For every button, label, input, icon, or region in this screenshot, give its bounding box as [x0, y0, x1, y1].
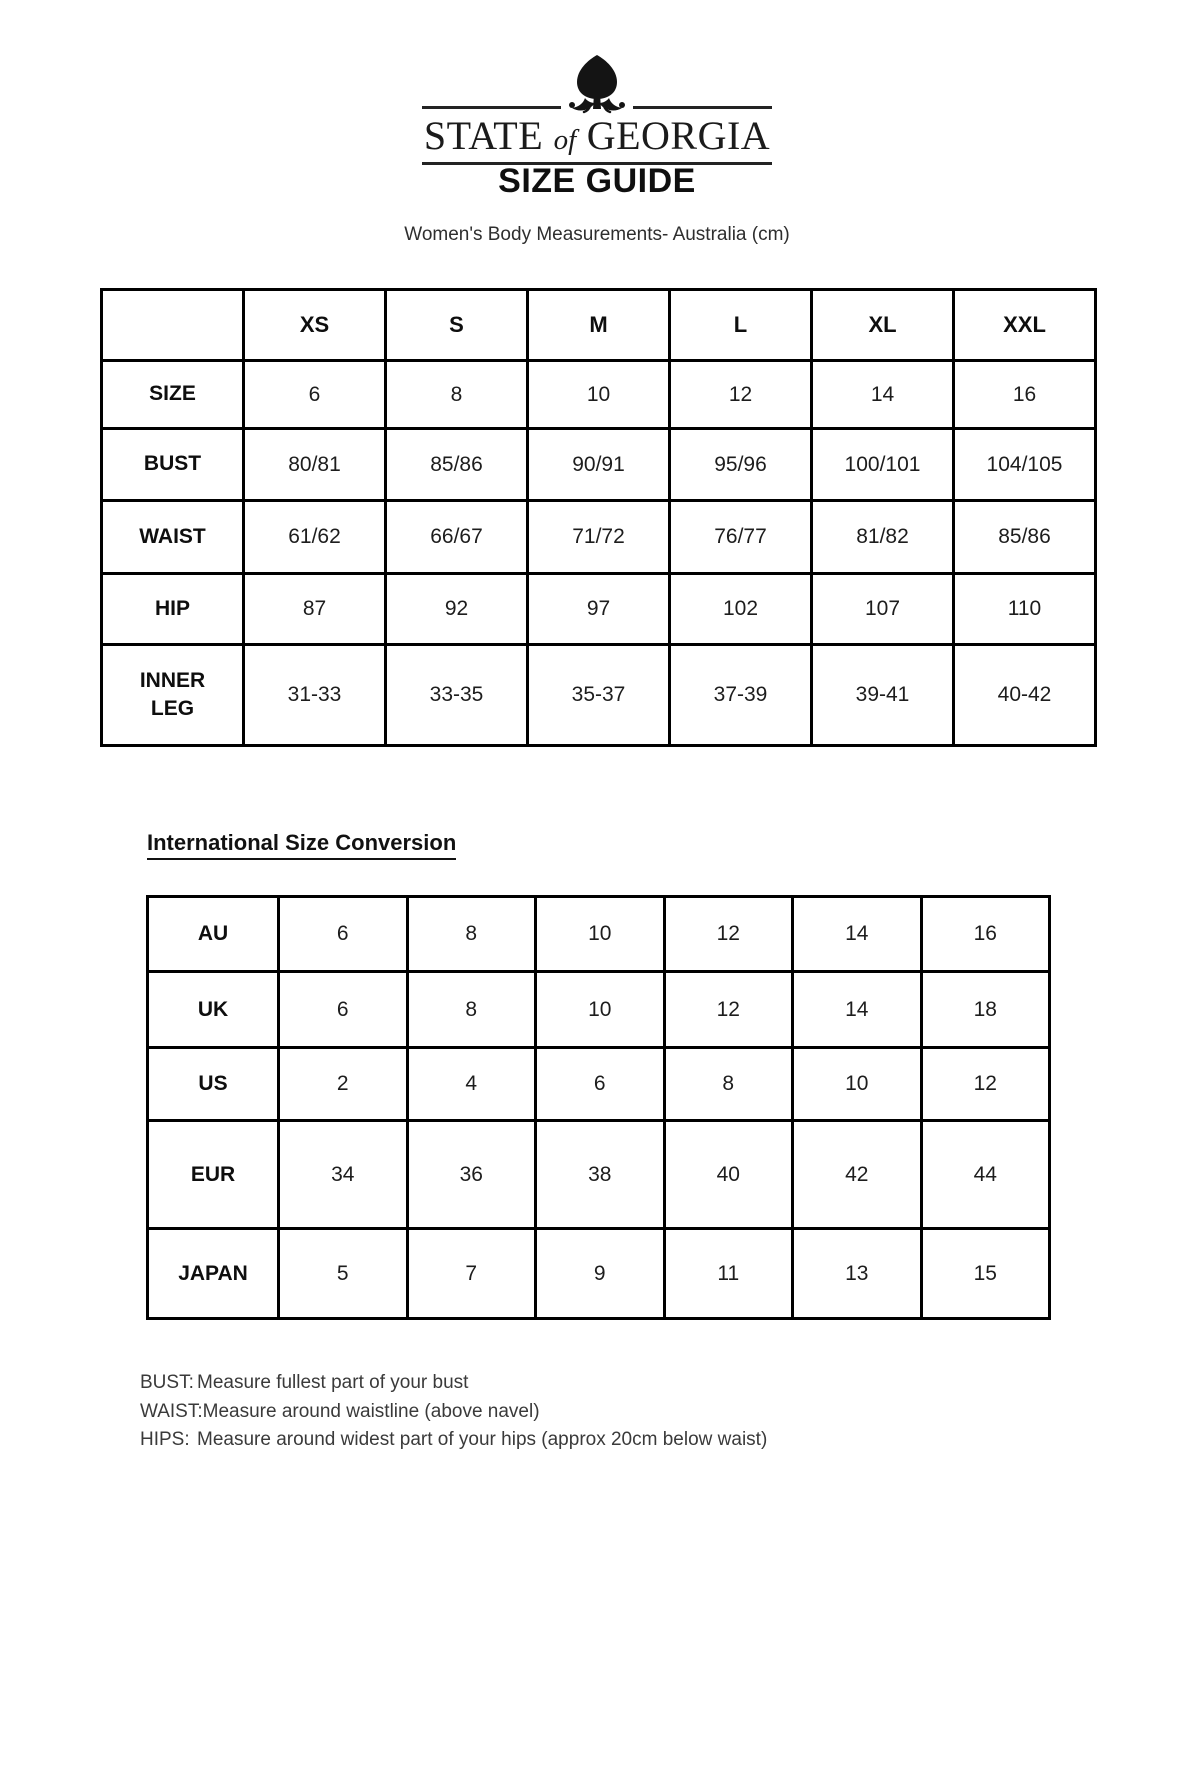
value-cell: 37-39	[670, 645, 812, 746]
value-cell: 7	[407, 1229, 536, 1319]
value-cell: 85/86	[386, 429, 528, 501]
value-cell: 15	[921, 1229, 1050, 1319]
value-cell: 10	[528, 361, 670, 429]
value-cell: 102	[670, 574, 812, 645]
note-label: HIPS:	[140, 1429, 190, 1450]
value-cell: 18	[921, 972, 1050, 1048]
row-label-hip: HIP	[102, 574, 244, 645]
note-waist	[140, 1398, 767, 1427]
value-cell: 8	[407, 897, 536, 972]
logo-top-row	[422, 54, 772, 114]
note-label: WAIST:	[140, 1400, 203, 1422]
value-cell: 13	[793, 1229, 922, 1319]
value-cell: 16	[921, 897, 1050, 972]
value-cell: 66/67	[386, 501, 528, 574]
value-cell: 104/105	[954, 429, 1096, 501]
brand-name-of: of	[553, 124, 577, 156]
value-cell: 100/101	[812, 429, 954, 501]
table-row-waist	[102, 501, 1096, 574]
note-bust	[140, 1369, 767, 1398]
value-cell: 12	[664, 897, 793, 972]
row-label-au: AU	[148, 897, 279, 972]
value-cell: 10	[536, 897, 665, 972]
logo-rule-left	[422, 106, 561, 109]
measurements-table	[100, 288, 1097, 747]
table-row-eur	[148, 1121, 1050, 1229]
value-cell: 42	[793, 1121, 922, 1229]
value-cell: 9	[536, 1229, 665, 1319]
header-cell	[102, 290, 244, 361]
header-cell-m: M	[528, 290, 670, 361]
row-label-size: SIZE	[102, 361, 244, 429]
row-label-inner-leg: INNER LEG	[102, 645, 244, 746]
value-cell: 44	[921, 1121, 1050, 1229]
value-cell: 6	[244, 361, 386, 429]
header-cell-xl: XL	[812, 290, 954, 361]
measuring-notes	[140, 1369, 767, 1455]
value-cell: 35-37	[528, 645, 670, 746]
value-cell: 90/91	[528, 429, 670, 501]
brand-name	[422, 115, 772, 157]
value-cell: 76/77	[670, 501, 812, 574]
page-subtitle: Women's Body Measurements- Australia (cm)	[404, 224, 790, 245]
value-cell: 85/86	[954, 501, 1096, 574]
row-label-eur: EUR	[148, 1121, 279, 1229]
table-row-us	[148, 1048, 1050, 1121]
value-cell: 33-35	[386, 645, 528, 746]
header-cell-s: S	[386, 290, 528, 361]
value-cell: 95/96	[670, 429, 812, 501]
note-text: Measure fullest part of your bust	[197, 1372, 469, 1393]
page-title: SIZE GUIDE	[498, 162, 696, 200]
value-cell: 39-41	[812, 645, 954, 746]
conversion-heading: International Size Conversion	[147, 830, 456, 860]
value-cell: 71/72	[528, 501, 670, 574]
brand-name-left: STATE	[423, 113, 544, 158]
brand-logo	[422, 54, 772, 165]
note-label: BUST:	[140, 1372, 194, 1393]
note-text: Measure around widest part of your hips (approx 20cm below waist)	[197, 1429, 768, 1450]
value-cell: 8	[386, 361, 528, 429]
note-hips	[140, 1426, 767, 1455]
value-cell: 10	[536, 972, 665, 1048]
table-row-inner-leg	[102, 645, 1096, 746]
value-cell: 14	[812, 361, 954, 429]
value-cell: 110	[954, 574, 1096, 645]
value-cell: 80/81	[244, 429, 386, 501]
value-cell: 8	[664, 1048, 793, 1121]
value-cell: 61/62	[244, 501, 386, 574]
value-cell: 14	[793, 972, 922, 1048]
value-cell: 8	[407, 972, 536, 1048]
value-cell: 11	[664, 1229, 793, 1319]
table-row-hip	[102, 574, 1096, 645]
value-cell: 6	[536, 1048, 665, 1121]
row-label-uk: UK	[148, 972, 279, 1048]
value-cell: 107	[812, 574, 954, 645]
value-cell: 12	[664, 972, 793, 1048]
value-cell: 92	[386, 574, 528, 645]
table-row-au	[148, 897, 1050, 972]
row-label-bust: BUST	[102, 429, 244, 501]
value-cell: 97	[528, 574, 670, 645]
value-cell: 36	[407, 1121, 536, 1229]
value-cell: 14	[793, 897, 922, 972]
table-row-bust	[102, 429, 1096, 501]
measurements-header-row	[102, 290, 1096, 361]
header-cell-xxl: XXL	[954, 290, 1096, 361]
tree-icon	[563, 54, 631, 114]
value-cell: 12	[670, 361, 812, 429]
value-cell: 6	[279, 972, 408, 1048]
value-cell: 12	[921, 1048, 1050, 1121]
value-cell: 81/82	[812, 501, 954, 574]
value-cell: 4	[407, 1048, 536, 1121]
value-cell: 87	[244, 574, 386, 645]
table-row-japan	[148, 1229, 1050, 1319]
row-label-us: US	[148, 1048, 279, 1121]
row-label-japan: JAPAN	[148, 1229, 279, 1319]
brand-name-right: GEORGIA	[586, 113, 771, 158]
value-cell: 40-42	[954, 645, 1096, 746]
value-cell: 34	[279, 1121, 408, 1229]
logo-rule-right	[633, 106, 772, 109]
value-cell: 38	[536, 1121, 665, 1229]
conversion-table	[146, 895, 1051, 1320]
note-text: Measure around waistline (above navel)	[202, 1400, 540, 1422]
header-cell-xs: XS	[244, 290, 386, 361]
value-cell: 31-33	[244, 645, 386, 746]
value-cell: 5	[279, 1229, 408, 1319]
value-cell: 6	[279, 897, 408, 972]
value-cell: 16	[954, 361, 1096, 429]
row-label-waist: WAIST	[102, 501, 244, 574]
value-cell: 40	[664, 1121, 793, 1229]
table-row-uk	[148, 972, 1050, 1048]
value-cell: 2	[279, 1048, 408, 1121]
header-cell-l: L	[670, 290, 812, 361]
table-row-size	[102, 361, 1096, 429]
value-cell: 10	[793, 1048, 922, 1121]
